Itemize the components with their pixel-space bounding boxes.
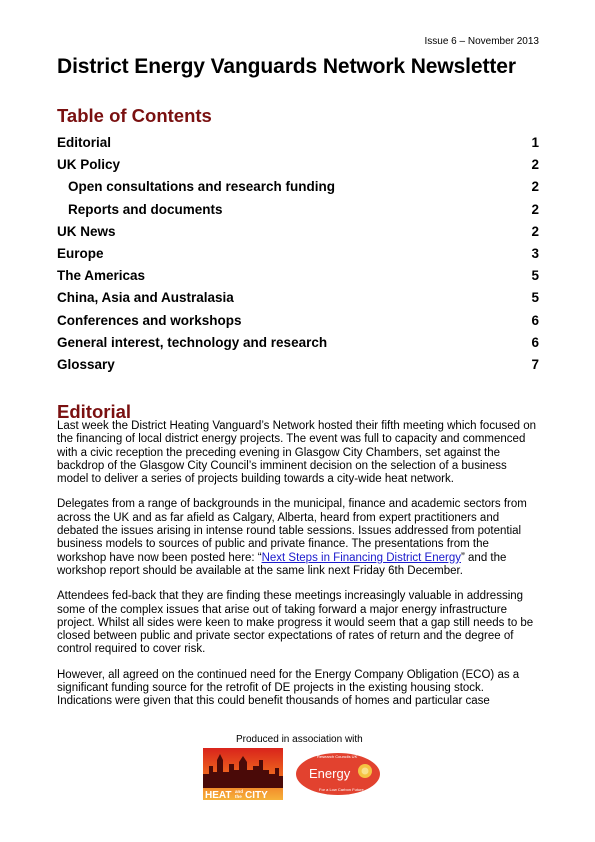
editorial-body bbox=[57, 420, 541, 721]
svg-text:Energy: Energy bbox=[309, 766, 351, 781]
toc-heading: Table of Contents bbox=[57, 105, 212, 126]
toc-item-conferences[interactable]: Conferences and workshops 6 bbox=[57, 311, 539, 333]
toc-item-open-consultations[interactable]: Open consultations and research funding 2 bbox=[57, 177, 539, 199]
svg-text:For a Low Carbon Future: For a Low Carbon Future bbox=[319, 787, 364, 792]
produced-label: Produced in association with bbox=[236, 734, 363, 745]
svg-text:CITY: CITY bbox=[245, 790, 268, 800]
toc-item-uk-news[interactable]: UK News 2 bbox=[57, 222, 539, 244]
issue-label: Issue 6 – November 2013 bbox=[424, 36, 539, 47]
toc-item-editorial[interactable]: Editorial 1 bbox=[57, 133, 539, 155]
newsletter-title: District Energy Vanguards Network Newsletter bbox=[57, 55, 516, 78]
svg-text:Research Councils UK: Research Councils UK bbox=[317, 754, 358, 759]
heat-and-the-city-logo bbox=[203, 748, 283, 800]
toc-page: 3 bbox=[531, 245, 539, 261]
toc-page: 1 bbox=[531, 135, 539, 150]
toc-item-uk-policy[interactable]: UK Policy 2 bbox=[57, 155, 539, 177]
editorial-paragraph: However, all agreed on the continued need for the Energy Company Obligation (ECO) as a significant funding source for the retrofit of DE projects in the existing housing stock. Indications were given that this could benefit thousands of homes and particular case bbox=[57, 668, 520, 708]
rcuk-energy-logo bbox=[293, 748, 385, 800]
editorial-paragraph: Attendees fed-back that they are finding these meetings increasingly valuable in addressing some of the complex issues that arise out of taking forward a major energy infrastructure project. Whilst all sides were keen to make progress it would seem that a gap still needs to be closed between public and private sector expectations of rates of return and the degree of control required to cover risk. bbox=[57, 590, 534, 656]
toc-item-china-asia[interactable]: China, Asia and Australasia 5 bbox=[57, 288, 539, 310]
financing-link[interactable]: Next Steps in Financing District Energy bbox=[261, 551, 461, 564]
toc-page: 2 bbox=[531, 223, 539, 239]
heat-city-wordmark bbox=[205, 789, 268, 800]
toc-page: 6 bbox=[531, 312, 539, 328]
toc-item-europe[interactable]: Europe 3 bbox=[57, 244, 539, 266]
toc-item-general-interest[interactable]: General interest, technology and research 6 bbox=[57, 333, 539, 355]
toc-page: 7 bbox=[531, 356, 539, 372]
toc-page: 6 bbox=[531, 334, 539, 350]
toc-page: 5 bbox=[531, 290, 539, 306]
toc-item-americas[interactable]: The Americas 5 bbox=[57, 266, 539, 288]
toc-item-glossary[interactable]: Glossary 7 bbox=[57, 355, 539, 377]
svg-text:HEAT: HEAT bbox=[205, 790, 232, 800]
table-of-contents bbox=[57, 133, 539, 377]
editorial-paragraph: Last week the District Heating Vanguard’s Network hosted their fifth meeting which focused on the financing of local district energy projects. The event was full to capacity and commenced with a civic reception the preceding evening in Glasgow City Chambers, set against the backdrop of the Glasgow City Council’s imminent decision on the selection of a business model to deliver a series of projects building towards a city-wide heat network. bbox=[57, 420, 536, 486]
toc-page: 2 bbox=[531, 179, 539, 195]
toc-page: 2 bbox=[531, 201, 539, 217]
editorial-heading: Editorial bbox=[57, 401, 132, 422]
toc-item-reports[interactable]: Reports and documents 2 bbox=[57, 200, 539, 222]
toc-page: 5 bbox=[531, 268, 539, 284]
editorial-paragraph: Delegates from a range of backgrounds in the municipal, finance and academic sectors from across the UK and as far afield as Calgary, Alberta, heard from expert practitioners and debated the issues arising in intense round table sessions. Issues addressed from potential business models to sources of public and private finance. The presentations from the workshop have now been posted here: “Next Steps in Financing District Energy” and the workshop report should be available at the same link next Friday 6th December. bbox=[57, 498, 527, 577]
svg-text:the: the bbox=[235, 794, 242, 799]
toc-page: 2 bbox=[531, 157, 539, 173]
svg-text:and: and bbox=[235, 789, 244, 794]
